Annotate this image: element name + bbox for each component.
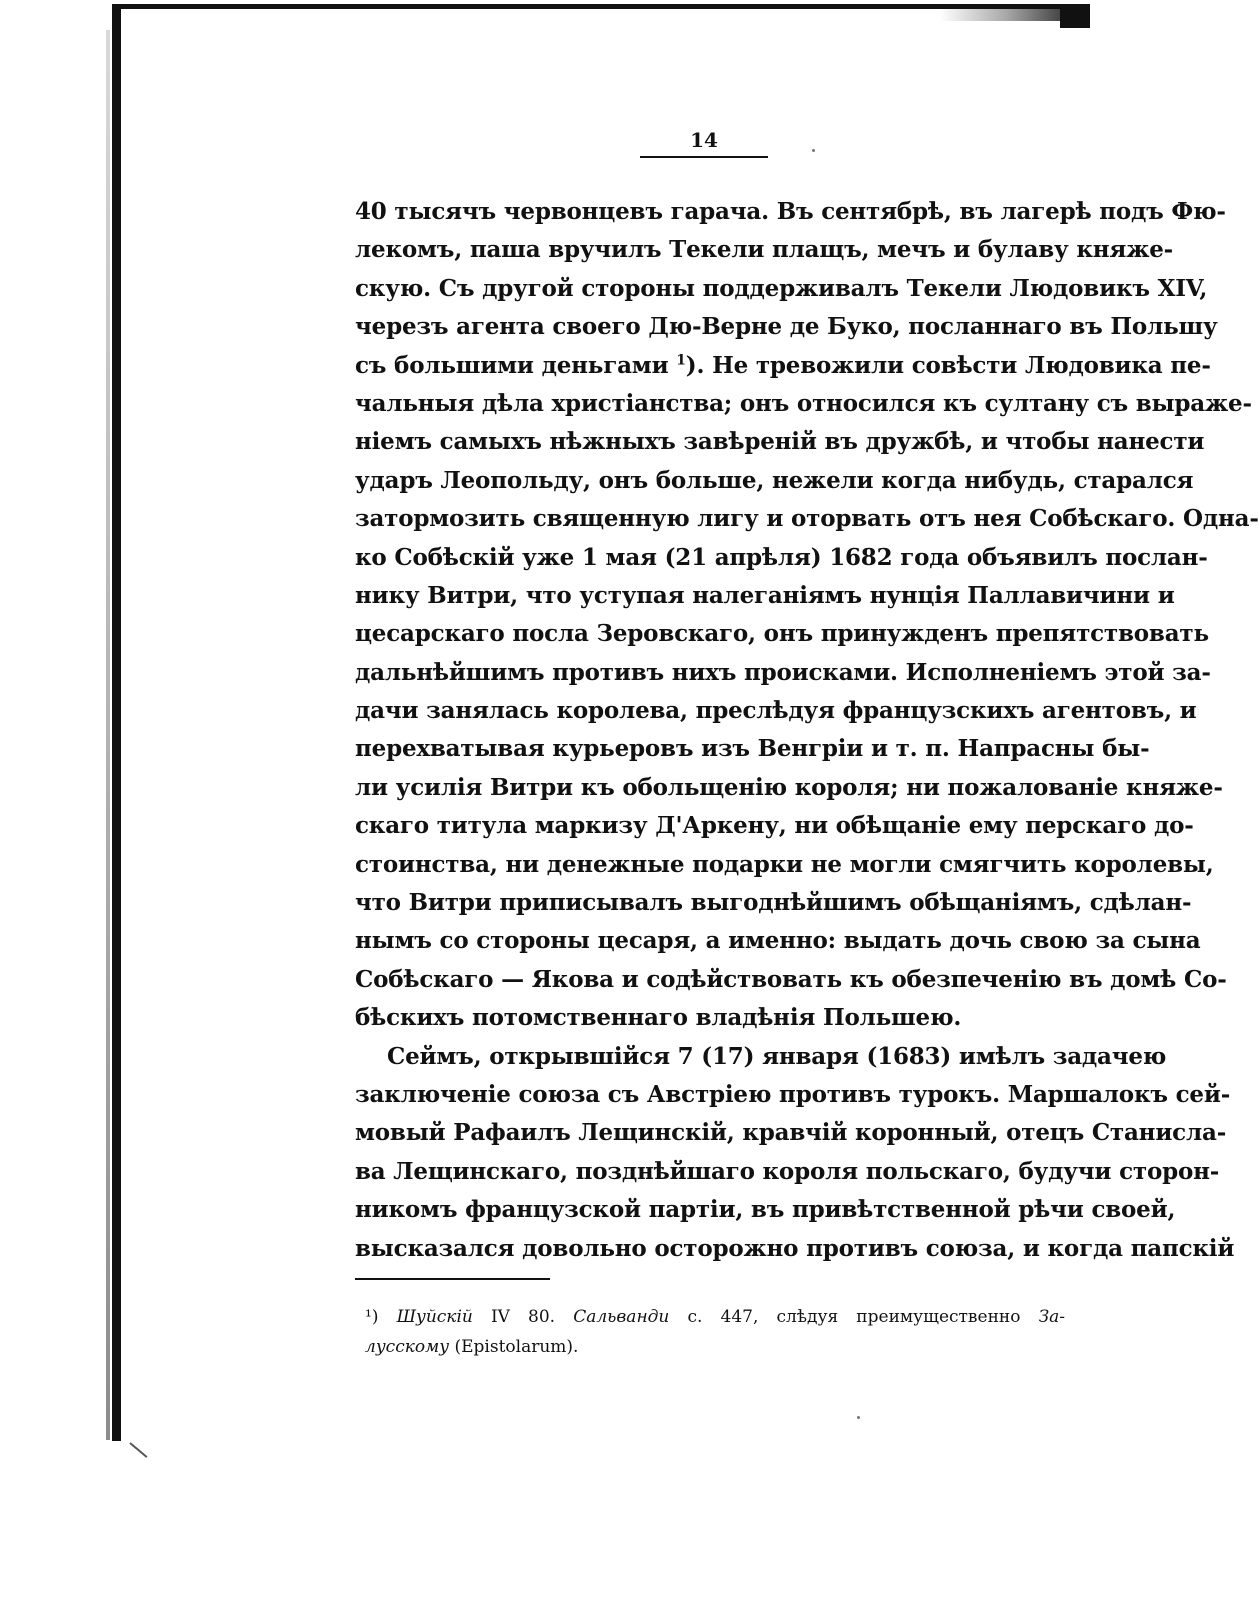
footnote-line [365, 1302, 1065, 1332]
text-segment: ). Не тревожили совѣсти Людовика пе- [685, 351, 1211, 379]
page-number: 14 [690, 128, 718, 152]
text-line: Сеймъ, открывшійся 7 (17) января (1683) имѣлъ задачею [387, 1042, 1167, 1070]
text-line: никомъ французской партіи, въ привѣтственной рѣчи своей, [355, 1196, 1176, 1224]
footnote [365, 1302, 1065, 1362]
body-text [355, 193, 1259, 1268]
footnote-reference: IV 80. [490, 1307, 556, 1327]
text-line: скаго титула маркизу Д'Аркену, ни обѣщаніе ему перскаго до- [355, 812, 1194, 840]
text-line: черезъ агента своего Дю-Верне де Буко, посланнаго въ Польшу [355, 313, 1218, 341]
text-line [355, 347, 1211, 385]
text-line: 40 тысячъ червонцевъ гарача. Въ сентябрѣ, въ лагерѣ подъ Фю- [355, 198, 1226, 225]
text-line: мовый Рафаилъ Лещинскій, кравчій коронный, отецъ Станисла- [355, 1119, 1227, 1147]
footnote-author: Шуйскій [396, 1307, 473, 1327]
text-line: дальнѣйшимъ противъ нихъ происками. Исполненіемъ этой за- [355, 658, 1211, 686]
text-line: ва Лещинскаго, позднѣйшаго короля польскаго, будучи сторон- [355, 1157, 1220, 1185]
footnote-author: лусскому [365, 1337, 450, 1357]
text-line: перехватывая курьеровъ изъ Венгріи и т. п. Напрасны бы- [355, 735, 1150, 763]
text-line: цесарскаго посла Зеровскаго, онъ принужденъ препятствовать [355, 620, 1209, 648]
text-line: ко Собѣскій уже 1 мая (21 апрѣля) 1682 года объявилъ послан- [355, 543, 1208, 571]
footnote-number: ¹) [365, 1307, 379, 1327]
text-line: лекомъ, паша вручилъ Текели плащъ, мечъ и булаву княже- [355, 236, 1174, 264]
footnote-reference: с. 447, слѣдуя преимущественно [687, 1307, 1021, 1327]
footnote-author: За- [1038, 1307, 1066, 1327]
footnote-marker: 1 [676, 351, 686, 368]
scan-speck [857, 1416, 860, 1419]
text-line: дачи занялась королева, преслѣдуя французскихъ агентовъ, и [355, 697, 1197, 725]
text-line: ударъ Леопольду, онъ больше, нежели когда нибудь, старался [355, 466, 1194, 494]
text-segment: съ большими деньгами [355, 351, 669, 379]
text-line: высказался довольно осторожно противъ союза, и когда папскій [355, 1234, 1235, 1262]
scan-edge-left-tail [129, 1442, 147, 1458]
text-line: что Витри приписывалъ выгоднѣйшимъ обѣщаніямъ, сдѣлан- [355, 889, 1192, 917]
scan-speck [812, 149, 815, 152]
page-number-rule [640, 156, 768, 158]
footnote-author: Сальванди [573, 1307, 670, 1327]
text-line: бѣскихъ потомственнаго владѣнія Польшею. [355, 1004, 962, 1032]
text-line: ли усилія Витри къ обольщенію короля; ни пожалованіе княже- [355, 773, 1223, 801]
text-line: нику Витри, что уступая налеганіямъ нунція Паллавичини и [355, 581, 1175, 609]
text-line: скую. Съ другой стороны поддерживалъ Текели Людовикъ XIV, [355, 274, 1208, 302]
footnote-line [365, 1332, 1065, 1362]
text-line: нымъ со стороны цесаря, а именно: выдать дочь свою за сына [355, 927, 1201, 955]
scan-edge-left [112, 4, 121, 1441]
text-line: Собѣскаго — Якова и содѣйствовать къ обезпеченію въ домѣ Со- [355, 965, 1227, 993]
footnote-rule [355, 1278, 550, 1280]
text-line: чальныя дѣла христіанства; онъ относился къ султану съ выраже- [355, 389, 1252, 417]
text-line: ніемъ самыхъ нѣжныхъ завѣреній въ дружбѣ, и чтобы нанести [355, 428, 1205, 456]
text-line: заключеніе союза съ Австріею противъ турокъ. Маршалокъ сей- [355, 1080, 1231, 1108]
scan-edge-top-corner [1060, 4, 1090, 28]
scan-edge-left-shadow [106, 30, 110, 1440]
text-line: стоинства, ни денежные подарки не могли смягчить королевы, [355, 850, 1214, 878]
text-line: затормозить священную лигу и оторвать отъ нея Собѣскаго. Одна- [355, 505, 1259, 533]
footnote-reference: (Epistolarum). [454, 1337, 579, 1357]
